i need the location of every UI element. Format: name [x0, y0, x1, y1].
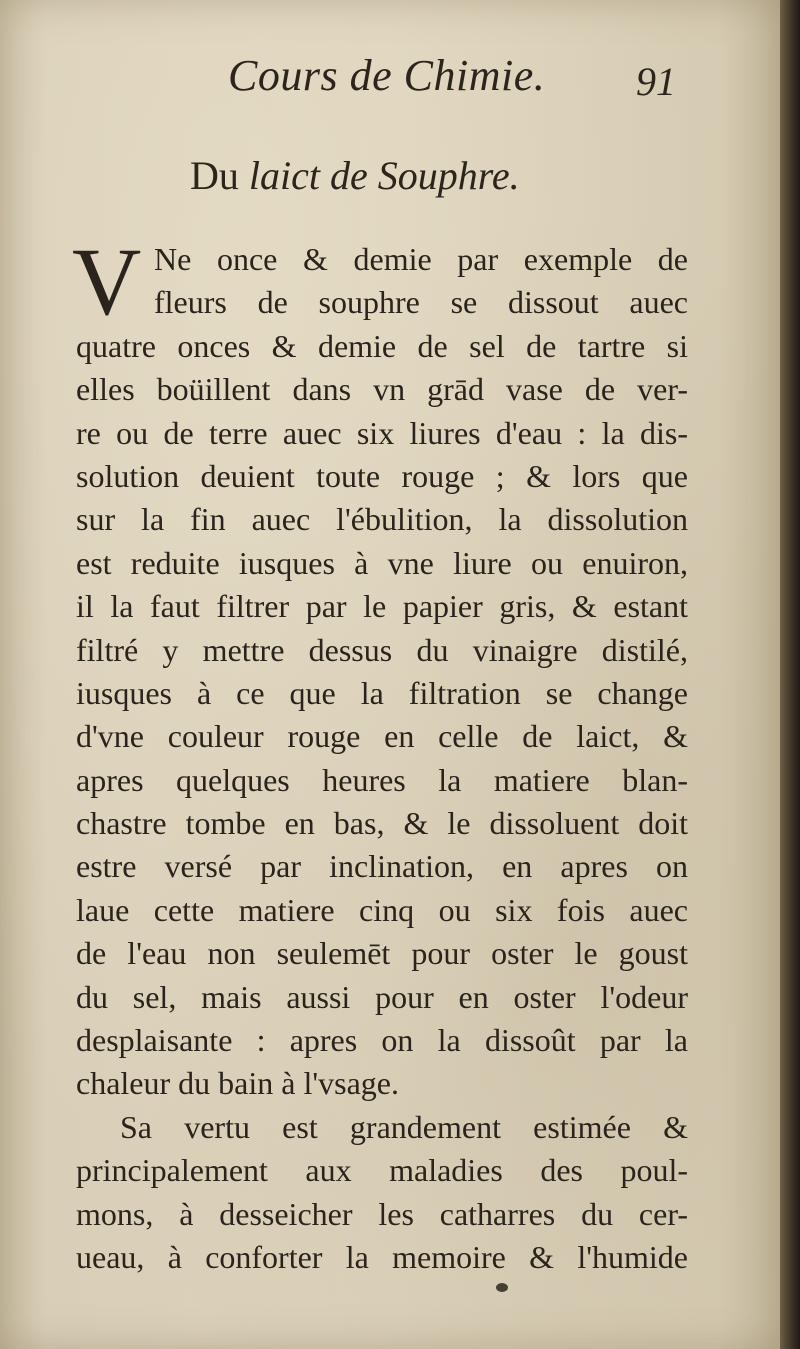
- text-line: il la faut filtrer par le papier gris, & estant: [76, 588, 688, 625]
- text-line: Sa vertu est grandement estimée &: [120, 1108, 688, 1145]
- text-line: ueau, à conforter la memoire & l'humide: [76, 1238, 688, 1275]
- drop-cap: V: [72, 228, 142, 335]
- section-title: [190, 152, 520, 199]
- book-spine-edge: [780, 0, 800, 1349]
- text-line: estre versé par inclination, en apres on: [76, 848, 688, 885]
- section-title-prefix: Du: [190, 153, 249, 198]
- text-line: de l'eau non seulemēt pour oster le goust: [76, 935, 688, 972]
- text-line: chastre tombe en bas, & le dissoluent doit: [76, 805, 688, 842]
- section-title-italic: laict de Souphre.: [248, 153, 520, 198]
- text-line: solution deuient toute rouge ; & lors que: [76, 457, 688, 494]
- text-line: Ne once & demie par exemple de: [154, 241, 688, 277]
- text-line: re ou de terre auec six liures d'eau : la dis-: [76, 414, 688, 451]
- running-title: Cours de Chimie.: [228, 51, 546, 100]
- text-line: quatre onces & demie de sel de tartre si: [76, 327, 688, 364]
- text-line: elles boüillent dans vn grād vase de ver-: [76, 371, 688, 408]
- text-line: est reduite iusques à vne liure ou enuiron,: [76, 544, 688, 581]
- body-text: [72, 228, 688, 1279]
- text-line: desplaisante : apres on la dissoût par la: [76, 1022, 688, 1059]
- text-line: du sel, mais aussi pour en oster l'odeur: [76, 978, 688, 1015]
- text-line: sur la fin auec l'ébulition, la dissolution: [76, 501, 688, 538]
- text-line: fleurs de souphre se dissout auec: [154, 284, 688, 321]
- text-line: apres quelques heures la matiere blan-: [76, 761, 688, 798]
- text-line: mons, à desseicher les catharres du cer-: [76, 1195, 688, 1232]
- page-number: 91: [636, 59, 676, 104]
- text-line: principalement aux maladies des poul-: [76, 1152, 688, 1189]
- running-head: [0, 40, 780, 110]
- text-line: filtré y mettre dessus du vinaigre distilé,: [76, 631, 688, 668]
- text-line: iusques à ce que la filtration se change: [76, 674, 688, 711]
- text-line: chaleur du bain à l'vsage.: [76, 1065, 399, 1102]
- text-line: laue cette matiere cinq ou six fois auec: [76, 891, 688, 928]
- text-line: d'vne couleur rouge en celle de laict, &: [76, 718, 688, 755]
- ink-smudge: [496, 1283, 508, 1292]
